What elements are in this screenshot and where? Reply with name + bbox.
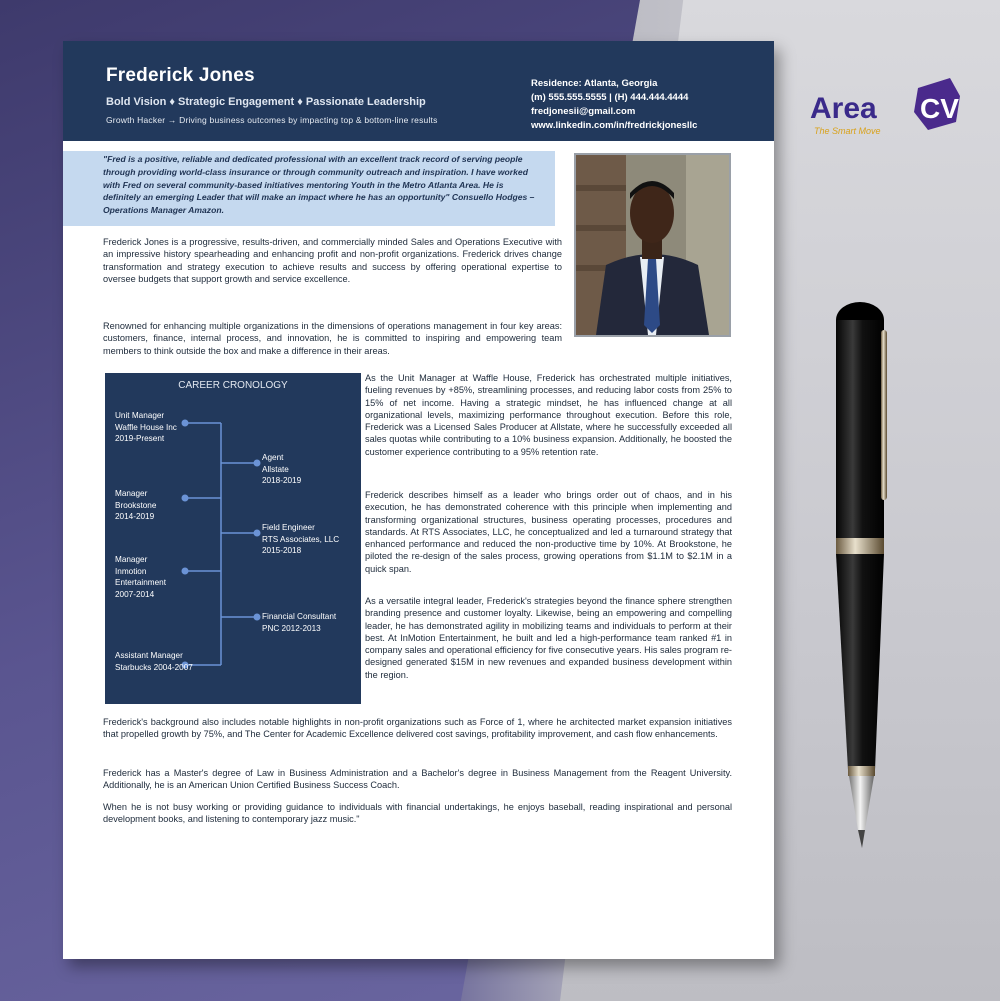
closing-paragraph-2: Frederick has a Master's degree of Law in Business Administration and a Bachelor's degree in Business Management from the Reagent University. Additionally, he is an American Union Certified Business Success Coach. (103, 768, 732, 791)
closing-paragraph-3: When he is not busy working or providing guidance to individuals with financial undertakings, he enjoys baseball, reading inspirational and personal development books, and listening to contemporary jazz music." (103, 802, 732, 825)
logo-main-text: Area (810, 92, 877, 125)
entry-title: Unit Manager (115, 411, 165, 420)
timeline-entry-waffle-house (115, 410, 177, 445)
resume-header (63, 41, 774, 141)
pen-nib (858, 830, 865, 848)
timeline-entry-allstate (262, 452, 301, 487)
career-chronology (105, 373, 361, 704)
intro-paragraph-1: Frederick Jones is a progressive, results-driven, and commercially minded Sales and Operations Executive with an impressive history spearheading and enhancing profit and non-profit organizations. Frederick drives change transformation and strategy execution to achieve results and success by offering operational expertise to oversee budgets that support growth and service excellence. (103, 237, 562, 284)
career-paragraph-3: As a versatile integral leader, Frederick's strategies beyond the finance sphere strengthen branding presence and customer loyalty. Likewise, being an empowering and compelling leader, he has demonstrated agility in mobilizing teams and individuals to perform at their best. At InMotion Entertainment, he built and led a high-performance team ranked #1 in company sales and operational efficiency for five consecutive years. His sales program re-designed generated $15M in new revenues and expanded business development within the region. (365, 596, 732, 680)
timeline-entry-starbucks (115, 650, 193, 673)
entry-company: Waffle House Inc (115, 422, 177, 432)
contact-phone: (m) 555.555.5555 | (H) 444.444.4444 (531, 92, 689, 103)
timeline-dot (254, 614, 261, 621)
pen-ring (848, 766, 875, 776)
pen-band (836, 538, 884, 554)
timeline-entry-pnc (262, 611, 336, 634)
candidate-subline: Growth Hacker → Driving business outcomes by impacting top & bottom-line results (106, 115, 438, 125)
entry-dates: 2018-2019 (262, 476, 302, 485)
entry-company-dates: PNC 2012-2013 (262, 623, 321, 633)
contact-residence: Residence: Atlanta, Georgia (531, 78, 658, 89)
entry-company-dates: Starbucks 2004-2007 (115, 662, 193, 672)
contact-email[interactable]: fredjonesii@gmail.com (531, 106, 636, 117)
portrait-illustration (576, 155, 729, 335)
entry-company: Brookstone (115, 500, 157, 510)
chronology-title: CAREER CRONOLOGY (178, 380, 288, 391)
entry-dates: 2007-2014 (115, 589, 155, 599)
entry-company-2: Entertainment (115, 578, 166, 587)
career-paragraph-2: Frederick describes himself as a leader who brings order out of chaos, and in his execution, he has demonstrated coherence with this principle when implementing and transforming organizational structures, business operating processes, procedures and standards. At RTS Associates, LLC, he conceptualized and led a turnaround strategy that enhanced performance and reduced the non-productive time by 10%. At Brookstone, he piloted the re-design of the sales process, growing operations from $1.1M to $2.1M in a quick span. (365, 490, 732, 574)
entry-company: Allstate (262, 464, 289, 474)
pen-clip (881, 330, 887, 500)
area-cv-logo (810, 76, 965, 141)
closing-paragraph-1: Frederick's background also includes notable highlights in non-profit organizations such as Force of 1, where he architected market expansion initiatives that propelled growth by 75%, and The Center for Academic Excellence delivered cost savings, profitability improvement, and cash flow enhancements. (103, 717, 732, 740)
entry-title: Agent (262, 453, 284, 462)
entry-company: Inmotion (115, 566, 147, 576)
entry-company: RTS Associates, LLC (262, 534, 340, 544)
timeline-entry-inmotion (115, 554, 166, 600)
timeline-dot (182, 568, 189, 575)
pen-illustration (815, 300, 895, 860)
intro-paragraph-2: Renowned for enhancing multiple organizations in the dimensions of operations management in four key areas: customers, finance, internal process, and innovation, he is committed to inspiring and empowering team members to think outside the box and make a difference in their areas. (103, 321, 562, 356)
timeline-dot (182, 420, 189, 427)
logo-tagline: The Smart Move (814, 126, 881, 136)
resume-page (63, 41, 774, 959)
logo-cv-text: CV (920, 93, 959, 124)
entry-title: Field Engineer (262, 523, 315, 532)
entry-title: Manager (115, 489, 148, 498)
entry-dates: 2014-2019 (115, 512, 155, 521)
timeline-dot (182, 495, 189, 502)
candidate-tagline: Bold Vision ♦ Strategic Engagement ♦ Passionate Leadership (106, 96, 426, 108)
pen-barrel (836, 554, 884, 770)
entry-title: Manager (115, 555, 148, 564)
testimonial-quote: "Fred is a positive, reliable and dedicated professional with an excellent track record of serving people through providing world-class insurance or through community outreach and inspiration. I have worked with Fred on several community-based initiatives mentoring Youth in the Metro Atlanta Area. He is definitely an emerging Leader that will make an impact where he has an opportunity" Consuello Hodges – Operations Manager Amazon. (103, 154, 535, 216)
timeline-dot (254, 530, 261, 537)
entry-title: Financial Consultant (262, 612, 337, 621)
timeline-entry-brookstone (115, 488, 156, 523)
pen-tip (849, 776, 874, 830)
contact-block (531, 77, 697, 133)
timeline-entry-rts (262, 522, 339, 557)
candidate-photo (574, 153, 731, 337)
entry-dates: 2019-Present (115, 434, 165, 443)
entry-title: Assistant Manager (115, 651, 183, 660)
pen-cap (836, 320, 884, 540)
career-paragraph-1: As the Unit Manager at Waffle House, Frederick has orchestrated multiple initiatives, fueling revenues by +85%, streamlining processes, and reducing labor costs from 25% to 15% of net income. Having a strategic mindset, he has influenced change at all organizational levels, maximizing performance throughout execution. Before this role, Frederick was a Licensed Sales Producer at Allstate, where he successfully exceeded all sales quotas while contributing to a 10% business expansion. Additionally, he boosted the customer experience contributing to a 95% retention rate. (365, 373, 732, 457)
candidate-name: Frederick Jones (106, 65, 255, 86)
contact-linkedin[interactable]: www.linkedin.com/in/fredrickjonesllc (531, 120, 698, 131)
entry-dates: 2015-2018 (262, 546, 302, 555)
timeline-dot (254, 460, 261, 467)
